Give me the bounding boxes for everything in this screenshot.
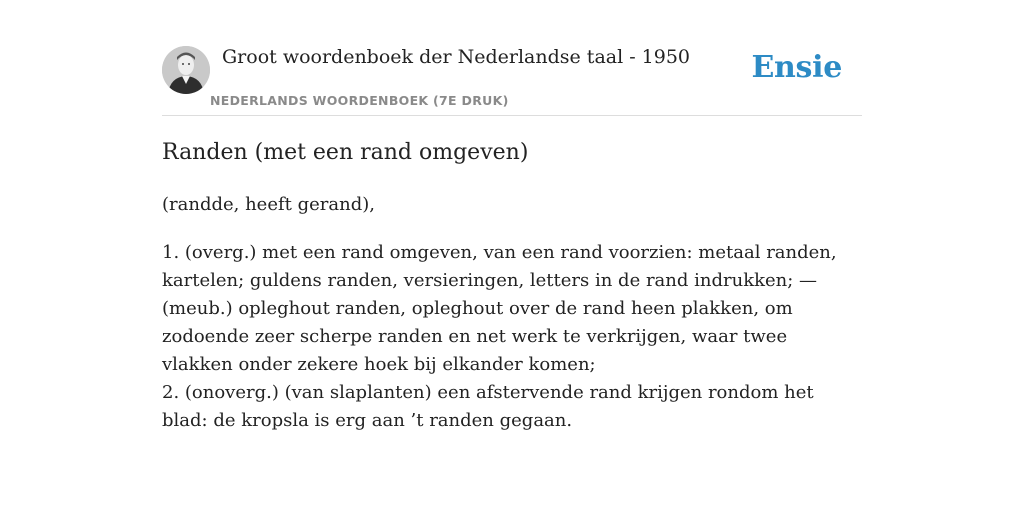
- entry-title: Randen (met een rand omgeven): [162, 140, 529, 165]
- source-title[interactable]: Groot woordenboek der Nederlandse taal - 1950: [222, 46, 691, 68]
- source-header: [162, 0, 862, 116]
- ensie-logo-link[interactable]: Ensie: [751, 50, 842, 85]
- page-container: [162, 0, 862, 431]
- portrait-photo-icon[interactable]: [162, 46, 210, 94]
- definition-item: 1. (overg.) met een rand omgeven, van een rand voorzien: metaal randen, kartelen; guldens randen, versieringen, letters in de rand indrukken; — (meub.) opleghout randen, opleghout over de rand heen plakken, om zodoende zeer scherpe randen en net werk te verkrijgen, waar twee vlakken onder zekere hoek bij elkander komen;: [162, 242, 837, 375]
- source-subtitle[interactable]: NEDERLANDS WOORDENBOEK (7E DRUK): [210, 93, 509, 108]
- entry-forms: (randde, heeft gerand),: [162, 194, 375, 215]
- definition-item: 2. (onoverg.) (van slaplanten) een afstervende rand krijgen rondom het blad: de kropsla is erg aan ’t randen gegaan.: [162, 382, 814, 431]
- entry-definitions: [162, 239, 862, 435]
